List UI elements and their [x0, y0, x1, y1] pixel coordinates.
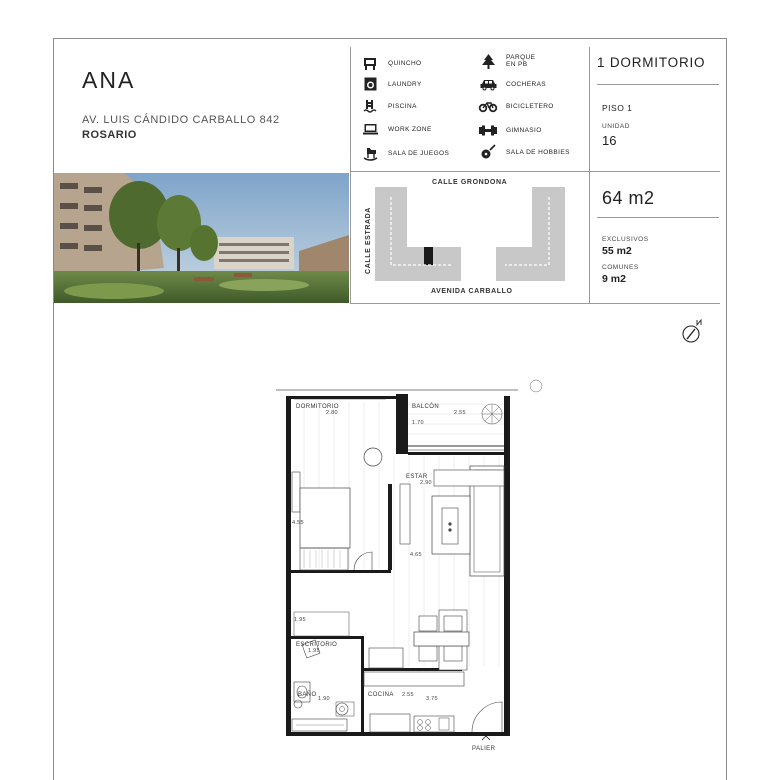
laptop-icon [361, 122, 379, 136]
dim-bano-w: 1.90 [318, 696, 330, 702]
dim-dorm-h: 4.55 [292, 520, 304, 526]
room-estar: ESTAR [406, 474, 428, 480]
divider [350, 47, 351, 303]
street-south: AVENIDA CARBALLO [431, 288, 513, 295]
site-plan [357, 177, 587, 301]
amenity-gimnasio: GIMNASIO [479, 123, 542, 137]
washing-machine-icon [361, 77, 379, 91]
sheet-frame [53, 38, 727, 780]
pool-ladder-icon [361, 99, 379, 113]
room-palier: PALIER [472, 746, 496, 752]
room-balcon: BALCÓN [412, 404, 440, 410]
unit-number: 16 [602, 133, 617, 148]
project-name: ANA [82, 67, 136, 93]
car-icon [479, 77, 497, 91]
project-address: AV. LUIS CÁNDIDO CARBALLO 842 [82, 114, 280, 126]
bicycle-icon [479, 99, 497, 113]
rocking-horse-icon [361, 146, 379, 160]
north-compass-icon [681, 317, 705, 350]
unit-label: UNIDAD [602, 123, 630, 130]
amenity-piscina: PISCINA [361, 99, 417, 113]
grill-icon [361, 56, 379, 70]
street-north: CALLE GRONDONA [432, 179, 508, 186]
divider [350, 303, 720, 304]
amenity-sala-juegos: SALA DE JUEGOS [361, 146, 449, 160]
entry-arrow-icon [482, 736, 490, 740]
tree-icon [479, 54, 497, 68]
unit-type: 1 DORMITORIO [597, 55, 706, 70]
project-city: ROSARIO [82, 129, 137, 141]
guitar-icon [479, 145, 497, 159]
amenity-laundry: LAUNDRY [361, 77, 422, 91]
divider [597, 217, 719, 218]
dumbbell-icon [479, 123, 497, 137]
exclusive-label: EXCLUSIVOS [602, 236, 649, 243]
floor-label: PISO 1 [602, 103, 633, 113]
dim-estar-h: 4.65 [410, 552, 422, 558]
dim-balcon-h: 1.70 [412, 420, 424, 426]
dim-balcon-w: 2.55 [454, 410, 466, 416]
common-area: 9 m2 [602, 273, 626, 285]
divider [597, 84, 719, 85]
amenity-work-zone: WORK ZONE [361, 122, 432, 136]
common-label: COMUNES [602, 264, 639, 271]
room-bano: BAÑO [298, 692, 317, 698]
room-dormitorio: DORMITORIO [296, 404, 339, 410]
dim-escr-h: 1.95 [294, 617, 306, 623]
amenity-sala-hobbies: SALA DE HOBBIES [479, 145, 570, 159]
dim-estar-w: 2.90 [420, 480, 432, 486]
dim-cocina-w2: 3.75 [426, 696, 438, 702]
total-area: 64 m2 [602, 188, 655, 208]
courtyard-photo [54, 173, 349, 303]
room-cocina: COCINA [368, 692, 394, 698]
exclusive-area: 55 m2 [602, 245, 632, 257]
room-escritorio: ESCRITORIO [296, 642, 338, 648]
dim-cocina-w: 2.55 [402, 692, 414, 698]
divider [350, 171, 720, 172]
amenity-cocheras: COCHERAS [479, 77, 546, 91]
floor-plan [274, 384, 534, 752]
amenity-bicicletero: BICICLETERO [479, 99, 554, 113]
dim-dorm-w: 2.80 [326, 410, 338, 416]
amenity-parque: PARQUE EN PB [479, 54, 535, 68]
street-west: CALLE ESTRADA [364, 207, 372, 274]
amenity-quincho: QUINCHO [361, 56, 422, 70]
divider [589, 47, 590, 303]
dim-escr-w: 1.95 [308, 648, 320, 654]
